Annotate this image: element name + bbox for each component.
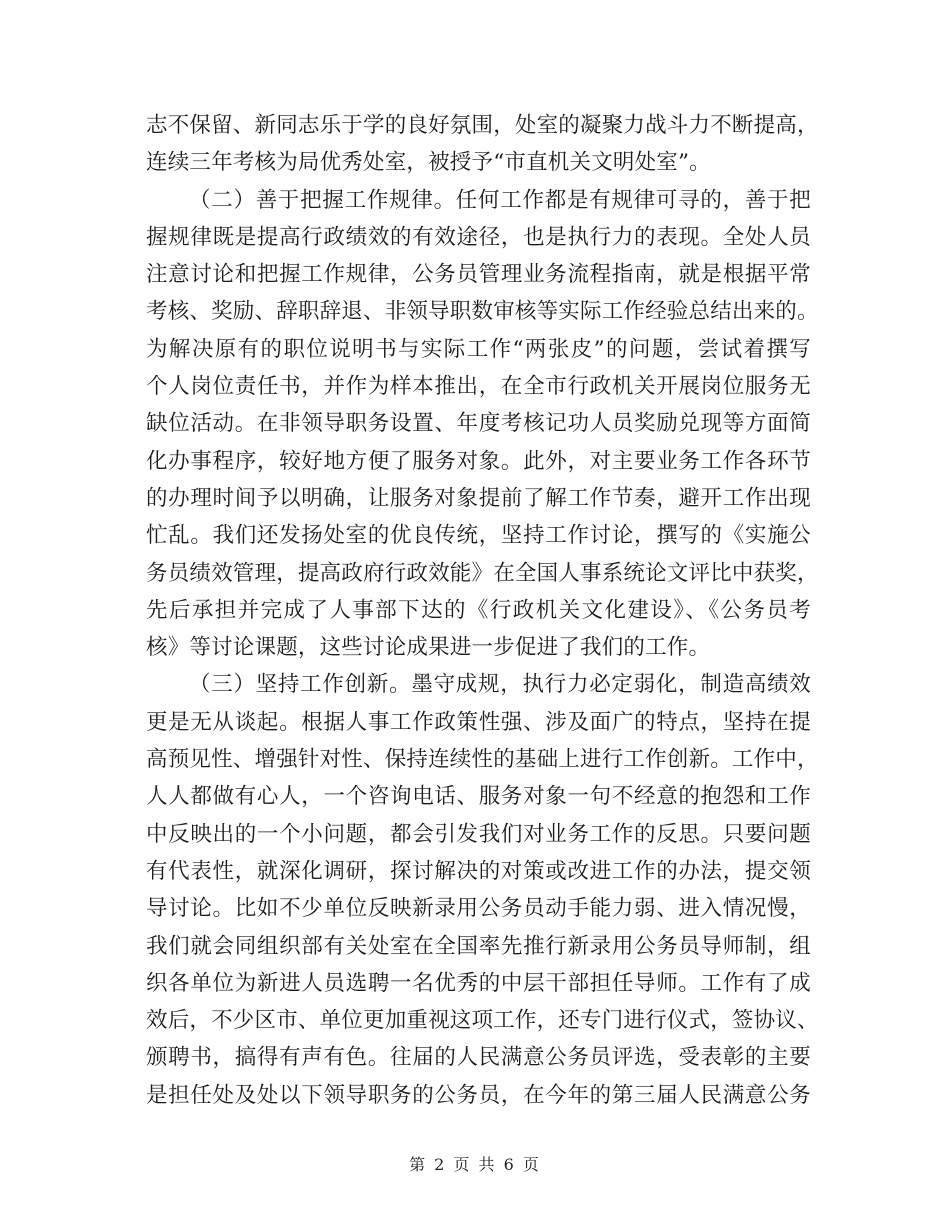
text-line: 化办事程序，较好地方便了服务对象。此外，对主要业务工作各环节	[146, 448, 811, 474]
text-line: 是担任处及处以下领导职务的公务员，在今年的第三届人民满意公务	[146, 1082, 811, 1108]
text-line: 考核、奖励、辞职辞退、非领导职数审核等实际工作经验总结出来的。	[146, 299, 819, 325]
text-line: 注意讨论和把握工作规律，公务员管理业务流程指南，就是根据平常	[146, 262, 811, 288]
text-line: 人人都做有心人，一个咨询电话、服务对象一句不经意的抱怨和工作	[146, 784, 811, 810]
text-line: 志不保留、新同志乐于学的良好氛围，处室的凝聚力战斗力不断提高，	[146, 113, 819, 138]
text-line: 颁聘书，搞得有声有色。往届的人民满意公务员评选，受表彰的主要	[146, 1045, 811, 1071]
text-line: 个人岗位责任书，并作为样本推出，在全市行政机关开展岗位服务无	[146, 374, 811, 400]
text-line: 缺位活动。在非领导职务设置、年度考核记功人员奖励兑现等方面简	[146, 411, 811, 437]
text-line: 握规律既是提高行政绩效的有效途径，也是执行力的表现。全处人员	[146, 224, 811, 250]
text-line: 我们就会同组织部有关处室在全国率先推行新录用公务员导师制，组	[146, 933, 811, 959]
text-line: 的办理时间予以明确，让服务对象提前了解工作节奏，避开工作出现	[146, 485, 811, 511]
text-line: 有代表性，就深化调研，探讨解决的对策或改进工作的办法，提交领	[146, 858, 811, 884]
text-line: 效后，不少区市、单位更加重视这项工作，还专门进行仪式，签协议、	[146, 1008, 819, 1034]
text-line: 连续三年考核为局优秀处室，被授予“市直机关文明处室”。	[146, 150, 711, 176]
text-line: 先后承担并完成了人事部下达的《行政机关文化建设》、《公务员考	[146, 597, 811, 623]
text-line: （二）善于把握工作规律。任何工作都是有规律可寻的，善于把	[189, 187, 811, 213]
body-text	[146, 107, 819, 1114]
text-line: 高预见性、增强针对性、保持连续性的基础上进行工作创新。工作中，	[146, 747, 819, 773]
text-line: （三）坚持工作创新。墨守成规，执行力必定弱化，制造高绩效	[189, 672, 811, 698]
page-number-footer: 第 2 页 共 6 页	[409, 1155, 541, 1174]
text-line: 导讨论。比如不少单位反映新录用公务员动手能力弱、进入情况慢，	[146, 896, 811, 922]
text-line: 为解决原有的职位说明书与实际工作“两张皮”的问题，尝试着撰写	[146, 336, 811, 362]
text-line: 核》等讨论课题，这些讨论成果进一步促进了我们的工作。	[146, 635, 711, 661]
text-line: 务员绩效管理，提高政府行政效能》在全国人事系统论文评比中获奖，	[146, 560, 819, 586]
text-line: 更是无从谈起。根据人事工作政策性强、涉及面广的特点，坚持在提	[146, 709, 811, 735]
text-line: 忙乱。我们还发扬处室的优良传统，坚持工作讨论，撰写的《实施公	[146, 523, 811, 549]
text-line: 中反映出的一个小问题，都会引发我们对业务工作的反思。只要问题	[146, 821, 811, 847]
text-line: 织各单位为新进人员选聘一名优秀的中层干部担任导师。工作有了成	[146, 970, 811, 996]
